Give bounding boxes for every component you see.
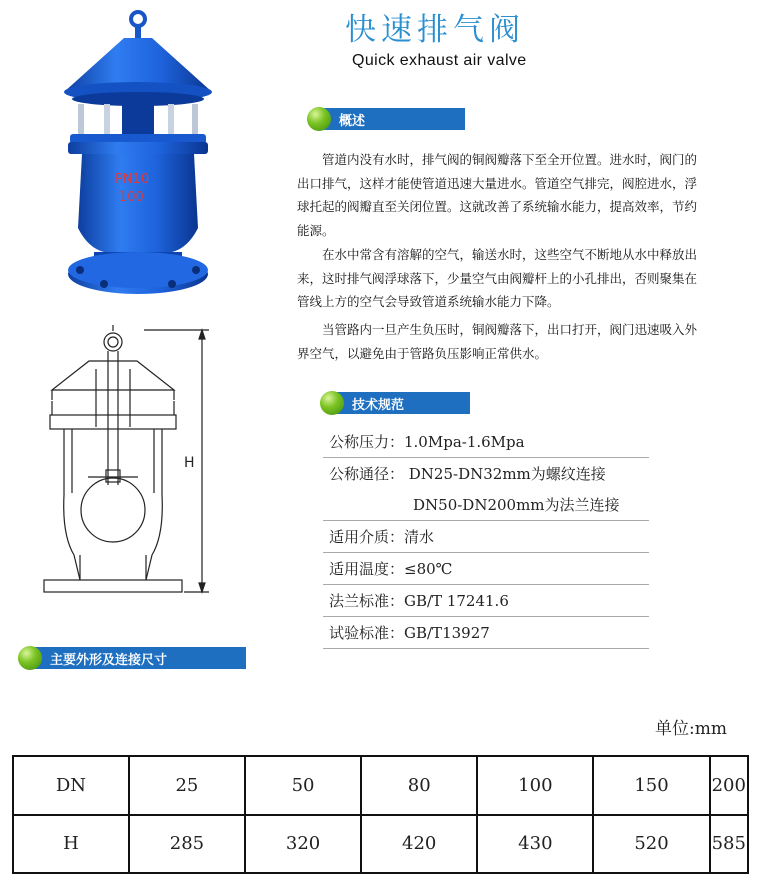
table-cell: 430 [477,815,593,874]
page-title: 快速排气阀 [345,12,525,48]
table-cell: 25 [129,756,245,815]
overview-paragraph-2: 在水中常含有溶解的空气，输送水时，这些空气不断地从水中释放出来，这时排气阀浮球落下，少量空气由阀瓣杆上的小孔排出，否则聚集在管线上方的空气会导致管道系统输水能力下降。 [297,247,698,309]
section-tech-spec-title: 技术规范 [334,392,470,414]
table-cell: 320 [245,815,361,874]
overview-paragraph-1: 管道内没有水时，排气阀的铜阀瓣落下至全开位置。进水时，阀门的出口排气，这样才能使管道迅速大量进水。管道空气排完，阀腔进水，浮球托起的阀瓣直至关闭位置。这就改善了系统输水能力，提高效率，节约能源。 [297,152,698,238]
table-cell: DN [13,756,129,815]
section-overview-title: 概述 [321,108,465,130]
table-cell: 285 [129,815,245,874]
bullet-ball-icon [320,391,344,415]
spec-diameter: 公称通径： DN25-DN32mm为螺纹连接 [329,465,606,483]
overview-paragraph-3: 当管路内一旦产生负压时，铜阀瓣落下，出口打开，阀门迅速吸入外界空气，以避免由于管路负压影响正常供水。 [297,322,698,361]
table-cell: 50 [245,756,361,815]
page-subtitle: Quick exhaust air valve [352,52,527,69]
table-cell: H [13,815,129,874]
valve-section-drawing [34,325,224,607]
spec-pressure: 公称压力：1.0Mpa-1.6Mpa [329,433,525,451]
table-cell: 520 [593,815,709,874]
table-row [13,815,748,874]
spec-row [323,617,649,649]
table-cell: 150 [593,756,709,815]
dimension-table [12,755,749,874]
spec-list [323,426,649,649]
bullet-ball-icon [18,646,42,670]
table-row [13,756,748,815]
table-cell: 585 [710,815,748,874]
marking-size: 100 [119,190,144,205]
table-cell: 80 [361,756,477,815]
spec-temperature: 适用温度：≤80℃ [329,560,453,578]
spec-row [323,489,649,521]
dimension-h-label: H [184,455,195,471]
unit-label: 单位:mm [655,719,727,739]
section-dimensions [18,646,246,670]
spec-row [323,553,649,585]
spec-row [323,521,649,553]
table-cell: 200 [710,756,748,815]
spec-test-standard: 试验标准：GB/T13927 [329,624,490,642]
spec-flange-standard: 法兰标准：GB/T 17241.6 [329,592,509,610]
spec-row [323,426,649,458]
table-cell: 100 [477,756,593,815]
section-overview [307,107,465,131]
spec-diameter-flange: DN50-DN200mm为法兰连接 [413,496,620,514]
section-tech-spec [320,391,470,415]
marking-pn: PN10 [115,172,150,187]
spec-row [323,458,649,489]
spec-medium: 适用介质：清水 [329,528,435,546]
table-cell: 420 [361,815,477,874]
bullet-ball-icon [307,107,331,131]
section-dimensions-title: 主要外形及连接尺寸 [32,647,246,669]
valve-photo [64,8,250,302]
spec-row [323,585,649,617]
